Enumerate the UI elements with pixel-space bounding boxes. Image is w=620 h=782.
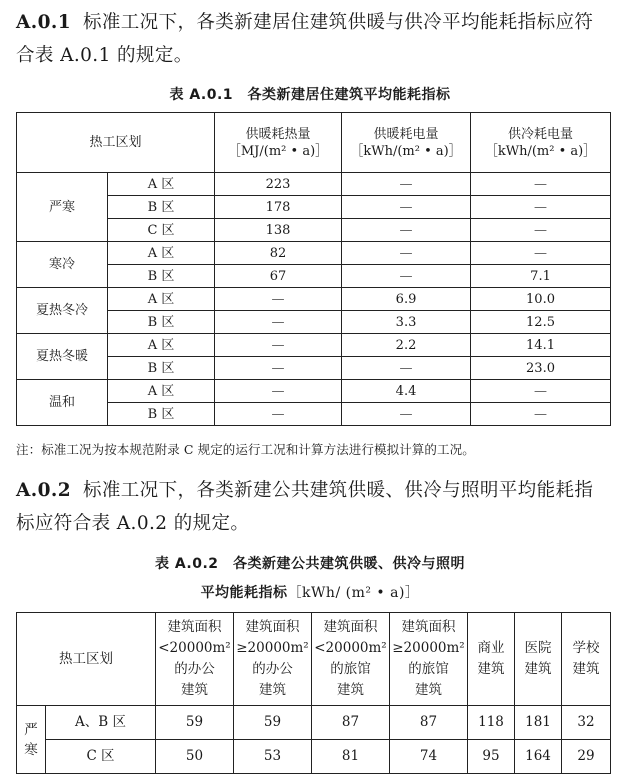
zone-cell: 夏热冬暖: [17, 334, 108, 380]
heat-cell: —: [215, 380, 342, 403]
cool-elec-cell: —: [471, 242, 611, 265]
heat-elec-cell: —: [342, 196, 471, 219]
table-a02: [16, 612, 611, 774]
sub-zone-cell: B 区: [108, 311, 215, 334]
sub-zone-cell: C 区: [108, 219, 215, 242]
table-row: [17, 242, 611, 265]
sub-zone-cell: A 区: [108, 288, 215, 311]
value-cell: 87: [390, 706, 468, 740]
value-cell: 59: [156, 706, 234, 740]
table-a01-caption: 表 A.0.1 各类新建居住建筑平均能耗指标: [169, 87, 451, 103]
cool-elec-cell: 14.1: [471, 334, 611, 357]
zone-cell: 严寒: [17, 173, 108, 242]
heat-cell: —: [215, 288, 342, 311]
heat-elec-cell: 4.4: [342, 380, 471, 403]
heat-cell: 223: [215, 173, 342, 196]
value-cell: 50: [156, 740, 234, 774]
table-header-row: [17, 113, 611, 173]
cool-elec-cell: —: [471, 173, 611, 196]
value-cell: 59: [234, 706, 312, 740]
value-cell: 181: [515, 706, 562, 740]
sub-zone-cell: B 区: [108, 403, 215, 426]
table-row: [17, 334, 611, 357]
header-commercial: 商业 建筑: [468, 613, 515, 706]
caption-unit: ［kWh/ (m² • a)］: [287, 585, 420, 601]
header-hotel-small: 建筑面积 <20000m² 的旅馆 建筑: [312, 613, 390, 706]
table-row: [17, 740, 611, 774]
cool-elec-cell: 7.1: [471, 265, 611, 288]
cool-elec-cell: 23.0: [471, 357, 611, 380]
heat-elec-cell: 6.9: [342, 288, 471, 311]
table-row: [17, 173, 611, 196]
heat-cell: 67: [215, 265, 342, 288]
heat-cell: —: [215, 403, 342, 426]
table-header-row: [17, 613, 611, 706]
zone-cell: 严 寒: [17, 706, 46, 774]
value-cell: 118: [468, 706, 515, 740]
header-zone: 热工区划: [17, 113, 215, 173]
table-a02-caption-line2: [0, 582, 620, 602]
table-a02-caption-line1: 表 A.0.2 各类新建公共建筑供暖、供冷与照明: [154, 556, 466, 572]
value-cell: 74: [390, 740, 468, 774]
heat-elec-cell: —: [342, 357, 471, 380]
sub-zone-cell: A 区: [108, 380, 215, 403]
header-heat: 供暖耗热量 ［MJ/(m² • a)］: [215, 113, 342, 173]
cool-elec-cell: —: [471, 219, 611, 242]
header-cool-elec: 供冷耗电量 ［kWh/(m² • a)］: [471, 113, 611, 173]
cool-elec-cell: —: [471, 196, 611, 219]
table-note: 注：标准工况为按本规范附录 C 规定的运行工况和计算方法进行模拟计算的工况。: [16, 442, 475, 457]
heat-elec-cell: —: [342, 403, 471, 426]
sub-zone-cell: B 区: [108, 265, 215, 288]
clause-a02: [16, 474, 612, 540]
heat-cell: —: [215, 311, 342, 334]
value-cell: 32: [562, 706, 611, 740]
sub-zone-cell: A 区: [108, 242, 215, 265]
sub-zone-cell: C 区: [46, 740, 156, 774]
table-row: [17, 706, 611, 740]
table-a01: [16, 112, 611, 426]
header-office-small: 建筑面积 <20000m² 的办公 建筑: [156, 613, 234, 706]
table-row: [17, 288, 611, 311]
sub-zone-cell: B 区: [108, 357, 215, 380]
cool-elec-cell: —: [471, 380, 611, 403]
heat-cell: 82: [215, 242, 342, 265]
header-zone: 热工区划: [17, 613, 156, 706]
heat-elec-cell: 2.2: [342, 334, 471, 357]
caption-title: 平均能耗指标: [200, 585, 288, 601]
clause-number: A.0.2: [16, 480, 71, 501]
heat-elec-cell: 3.3: [342, 311, 471, 334]
value-cell: 81: [312, 740, 390, 774]
header-hospital: 医院 建筑: [515, 613, 562, 706]
heat-cell: —: [215, 357, 342, 380]
sub-zone-cell: A 区: [108, 334, 215, 357]
header-heat-elec: 供暖耗电量 ［kWh/(m² • a)］: [342, 113, 471, 173]
cool-elec-cell: —: [471, 403, 611, 426]
header-school: 学校 建筑: [562, 613, 611, 706]
value-cell: 87: [312, 706, 390, 740]
sub-zone-cell: A 区: [108, 173, 215, 196]
sub-zone-cell: A、B 区: [46, 706, 156, 740]
value-cell: 29: [562, 740, 611, 774]
value-cell: 95: [468, 740, 515, 774]
clause-text: 标准工况下，各类新建公共建筑供暖、供冷与照明平均能耗指标应符合表 A.0.2 的规定。: [16, 480, 594, 534]
zone-cell: 寒冷: [17, 242, 108, 288]
header-hotel-large: 建筑面积 ≥20000m² 的旅馆 建筑: [390, 613, 468, 706]
heat-cell: 178: [215, 196, 342, 219]
zone-cell: 温和: [17, 380, 108, 426]
heat-cell: —: [215, 334, 342, 357]
clause-number: A.0.1: [16, 12, 71, 33]
zone-cell: 夏热冬冷: [17, 288, 108, 334]
cool-elec-cell: 12.5: [471, 311, 611, 334]
header-office-large: 建筑面积 ≥20000m² 的办公 建筑: [234, 613, 312, 706]
heat-elec-cell: —: [342, 265, 471, 288]
heat-elec-cell: —: [342, 242, 471, 265]
sub-zone-cell: B 区: [108, 196, 215, 219]
cool-elec-cell: 10.0: [471, 288, 611, 311]
heat-elec-cell: —: [342, 173, 471, 196]
heat-cell: 138: [215, 219, 342, 242]
heat-elec-cell: —: [342, 219, 471, 242]
table-row: [17, 380, 611, 403]
value-cell: 164: [515, 740, 562, 774]
value-cell: 53: [234, 740, 312, 774]
clause-text: 标准工况下，各类新建居住建筑供暖与供冷平均能耗指标应符合表 A.0.1 的规定。: [16, 12, 594, 66]
clause-a01: [16, 6, 612, 72]
